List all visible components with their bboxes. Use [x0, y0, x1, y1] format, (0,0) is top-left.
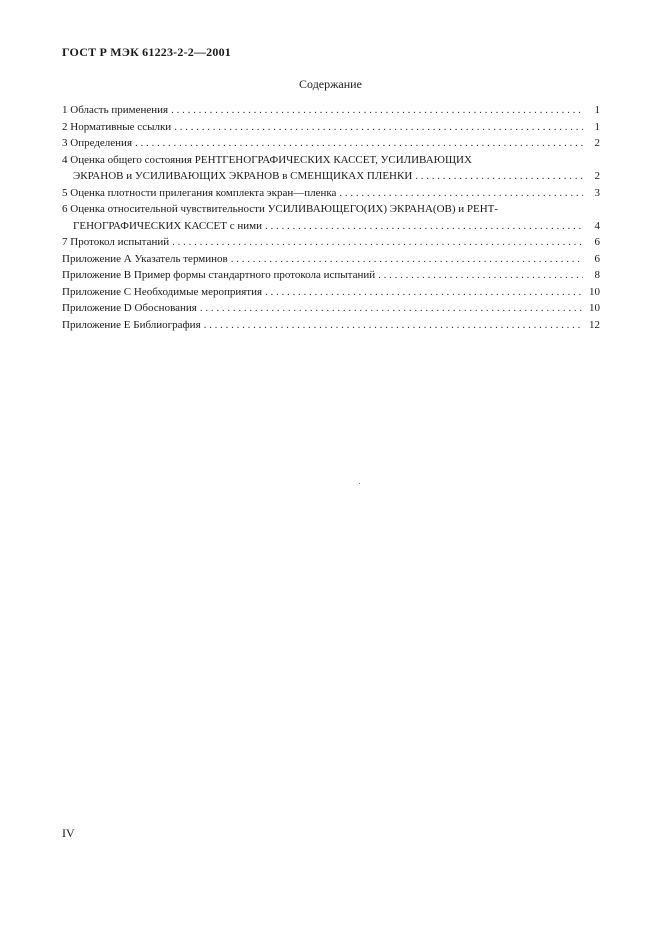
toc-entry-text: 7 Протокол испытаний	[62, 236, 170, 248]
dot-leader	[265, 218, 583, 235]
toc-entry-page: 1	[594, 104, 600, 116]
dot-leader	[415, 168, 583, 185]
toc-entry	[62, 185, 600, 202]
dot-leader	[378, 267, 583, 284]
toc-entry-page: 10	[589, 302, 600, 314]
document-code: ГОСТ Р МЭК 61223-2-2—2001	[62, 45, 231, 59]
dot-leader	[265, 284, 583, 301]
toc-entry	[62, 300, 600, 317]
toc-entry	[62, 152, 600, 185]
toc-entry	[62, 251, 600, 268]
toc-entry-text: Приложение В Пример формы стандартного протокола испытаний	[62, 269, 376, 281]
toc-entry-text: 1 Область применения	[62, 104, 169, 116]
toc-entry-text: 6 Оценка относительной чувствительности УСИЛИВАЮЩЕГО(ИХ) ЭКРАНА(ОВ) и РЕНТ-	[62, 203, 499, 215]
toc-entry-page: 12	[589, 318, 600, 331]
toc-entry	[62, 201, 600, 234]
page-number: IV	[62, 826, 75, 840]
toc-entry-text-continued: ЭКРАНОВ и УСИЛИВАЮЩИХ ЭКРАНОВ в СМЕНЩИКАХ ПЛЕНКИ	[73, 170, 413, 182]
toc-entry-page: 6	[594, 252, 600, 265]
toc-entry	[62, 267, 600, 284]
dot-leader	[135, 135, 583, 152]
toc-entry-text: Приложение С Необходимые мероприятия	[62, 285, 263, 298]
toc-entry-text: 2 Нормативные ссылки	[62, 120, 172, 133]
toc-entry-page: 2	[594, 170, 600, 182]
dot-leader	[172, 234, 583, 251]
toc-entry-text: 5 Оценка плотности прилегания комплекта экран—пленка	[62, 186, 337, 199]
toc-title: Содержание	[299, 77, 362, 91]
dot-leader	[231, 251, 583, 268]
dot-leader	[174, 119, 583, 136]
toc-entry-text: Приложение А Указатель терминов	[62, 252, 228, 265]
toc-entry-text: Приложение D Обоснования	[62, 302, 197, 314]
toc-entry-text: 3 Определения	[62, 137, 133, 149]
toc-entry	[62, 317, 600, 334]
toc-entry-page: 4	[594, 219, 600, 232]
dot-leader	[339, 185, 583, 202]
toc-entry-page: 10	[589, 285, 600, 298]
toc-entry	[62, 234, 600, 251]
table-of-contents	[62, 102, 600, 333]
dot-leader	[171, 102, 583, 119]
toc-entry	[62, 119, 600, 136]
dot-leader	[204, 317, 583, 334]
toc-entry	[62, 102, 600, 119]
toc-entry-page: 1	[594, 120, 600, 133]
toc-entry-text: 4 Оценка общего состояния РЕНТГЕНОГРАФИЧЕСКИХ КАССЕТ, УСИЛИВАЮЩИХ	[62, 153, 472, 166]
toc-entry-page: 3	[594, 186, 600, 199]
toc-entry-text: Приложение Е Библиография	[62, 318, 201, 331]
toc-entry-page: 6	[594, 236, 600, 248]
scan-speck	[359, 483, 360, 484]
toc-entry	[62, 284, 600, 301]
toc-entry-text-continued: ГЕНОГРАФИЧЕСКИХ КАССЕТ с ними	[73, 219, 262, 232]
dot-leader	[200, 300, 583, 317]
toc-entry-page: 2	[594, 137, 600, 149]
toc-entry	[62, 135, 600, 152]
toc-entry-page: 8	[594, 269, 600, 281]
